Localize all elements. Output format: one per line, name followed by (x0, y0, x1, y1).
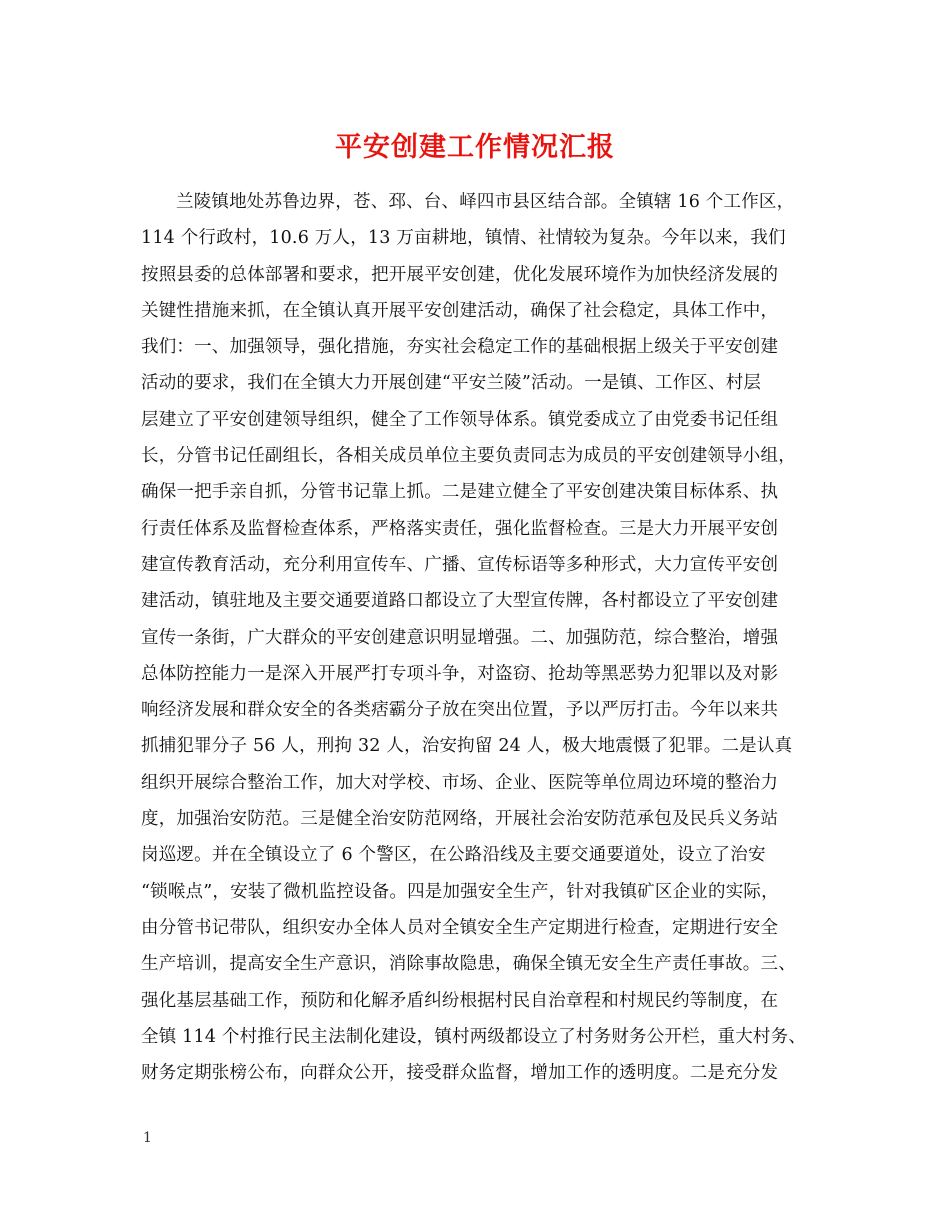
body-line: “锁喉点”，安装了微机监控设备。四是加强安全生产，针对我镇矿区企业的实际， (141, 881, 779, 902)
body-line: 总体防控能力一是深入开展严打专项斗争，对盗窃、抢劫等黑恶势力犯罪以及对影 (141, 663, 779, 684)
body-line: 岗巡逻。并在全镇设立了 6 个警区，在公路沿线及主要交通要道处，设立了治安 (141, 845, 766, 866)
body-line: 长，分管书记任副组长，各相关成员单位主要负责同志为成员的平安创建领导小组， (141, 446, 796, 467)
body-line: 层建立了平安创建领导组织，健全了工作领导体系。镇党委成立了由党委书记任组 (141, 409, 779, 430)
body-line: 响经济发展和群众安全的各类痞霸分子放在突出位置，予以严厉打击。今年以来共 (141, 700, 779, 721)
body-line: 行责任体系及监督检查体系，严格落实责任，强化监督检查。三是大力开展平安创 (141, 518, 779, 539)
body-line: 确保一把手亲自抓，分管书记靠上抓。二是建立健全了平安创建决策目标体系、执 (141, 482, 779, 503)
body-line: 按照县委的总体部署和要求，把开展平安创建，优化发展环境作为加快经济发展的 (141, 264, 779, 285)
body-line: 我们：一、加强领导，强化措施，夯实社会稳定工作的基础根据上级关于平安创建 (141, 337, 779, 358)
body-line: 兰陵镇地处苏鲁边界，苍、邳、台、峄四市县区结合部。全镇辖 16 个工作区， (176, 192, 795, 212)
page-number: 1 (143, 1130, 152, 1146)
body-line: 由分管书记带队，组织安办全体人员对全镇安全生产定期进行检查，定期进行安全 (141, 917, 779, 938)
body-line: 度，加强治安防范。三是健全治安防范网络，开展社会治安防范承包及民兵义务站 (141, 809, 779, 830)
body-line: 强化基层基础工作，预防和化解矛盾纠纷根据村民自治章程和村规民约等制度，在 (141, 990, 779, 1011)
body-line: 建宣传教育活动，充分利用宣传车、广播、宣传标语等多种形式，大力宣传平安创 (141, 554, 779, 575)
body-line: 活动的要求，我们在全镇大力开展创建“平安兰陵”活动。一是镇、工作区、村层 (141, 373, 762, 394)
body-line: 全镇 114 个村推行民主法制化建设，镇村两级都设立了村务财务公开栏，重大村务、 (141, 1026, 807, 1047)
body-line: 关键性措施来抓，在全镇认真开展平安创建活动，确保了社会稳定，具体工作中， (141, 300, 779, 321)
body-line: 114 个行政村，10.6 万人，13 万亩耕地，镇情、社情较为复杂。今年以来，我们 (141, 228, 786, 249)
body-line: 组织开展综合整治工作，加大对学校、市场、企业、医院等单位周边环境的整治力 (141, 772, 779, 793)
body-line: 抓捕犯罪分子 56 人，刑拘 32 人，治安拘留 24 人，极大地震慑了犯罪。二是认真 (141, 736, 793, 757)
body-line: 宣传一条街，广大群众的平安创建意识明显增强。二、加强防范，综合整治，增强 (141, 627, 779, 648)
body-line: 财务定期张榜公布，向群众公开，接受群众监督，增加工作的透明度。二是充分发 (141, 1063, 779, 1084)
document-body (141, 184, 831, 1091)
body-line: 生产培训，提高安全生产意识，消除事故隐患，确保全镇无安全生产责任事故。三、 (141, 954, 796, 975)
document-title: 平安创建工作情况汇报 (335, 132, 615, 163)
body-line: 建活动，镇驻地及主要交通要道路口都设立了大型宣传牌，各村都设立了平安创建 (141, 591, 779, 612)
